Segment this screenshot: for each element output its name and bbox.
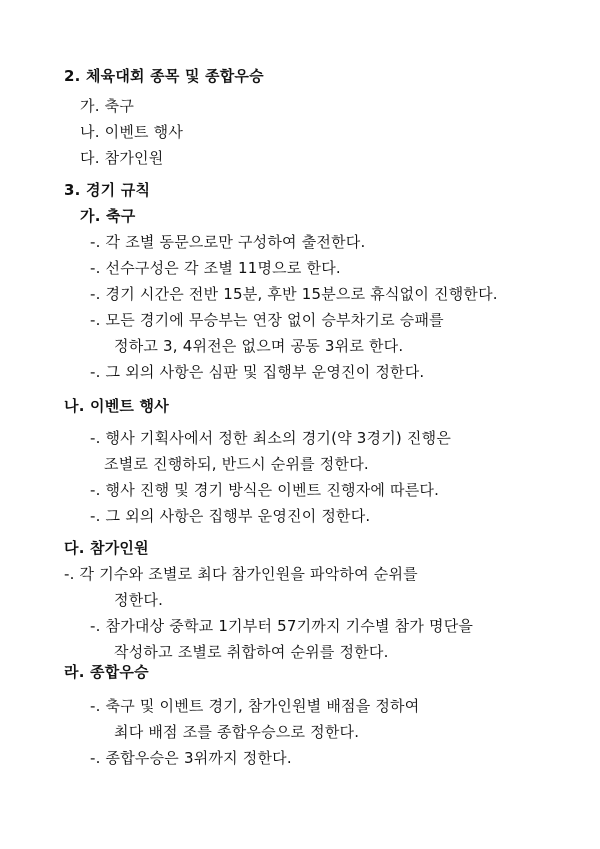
event-item-event: 나. 이벤트 행사 — [80, 123, 184, 141]
section-2-title: 2. 체육대회 종목 및 종합우승 — [64, 67, 264, 85]
football-heading: 가. 축구 — [80, 207, 136, 225]
event-rule: -. 행사 기획사에서 정한 최소의 경기(약 3경기) 진행은 — [90, 429, 452, 447]
football-rule: -. 경기 시간은 전반 15분, 후반 15분으로 휴식없이 진행한다. — [90, 285, 498, 303]
overall-heading: 라. 종합우승 — [64, 663, 149, 681]
participants-rule: -. 각 기수와 조별로 최다 참가인원을 파악하여 순위를 — [64, 565, 418, 583]
event-item-football: 가. 축구 — [80, 97, 135, 115]
section-3-title: 3. 경기 규칙 — [64, 181, 151, 199]
event-rule: -. 행사 진행 및 경기 방식은 이벤트 진행자에 따른다. — [90, 481, 440, 499]
overall-rule: -. 종합우승은 3위까지 정한다. — [90, 749, 292, 767]
event-heading: 나. 이벤트 행사 — [64, 397, 169, 415]
overall-rule-continued: 최다 배점 조를 종합우승으로 정한다. — [114, 723, 360, 741]
event-rule: -. 그 외의 사항은 집행부 운영진이 정한다. — [90, 507, 371, 525]
football-rule: -. 모든 경기에 무승부는 연장 없이 승부차기로 승패를 — [90, 311, 444, 329]
football-rule: -. 그 외의 사항은 심판 및 집행부 운영진이 정한다. — [90, 363, 425, 381]
participants-rule-continued: 정한다. — [114, 591, 164, 609]
participants-rule-continued: 작성하고 조별로 취합하여 순위를 정한다. — [114, 643, 389, 661]
overall-rule: -. 축구 및 이벤트 경기, 참가인원별 배점을 정하여 — [90, 697, 420, 715]
event-item-participants: 다. 참가인원 — [80, 149, 164, 167]
participants-rule: -. 참가대상 중학교 1기부터 57기까지 기수별 참가 명단을 — [90, 617, 474, 635]
participants-heading: 다. 참가인원 — [64, 539, 149, 557]
football-rule: -. 선수구성은 각 조별 11명으로 한다. — [90, 259, 341, 277]
event-rule-continued: 조별로 진행하되, 반드시 순위를 정한다. — [104, 455, 369, 473]
football-rule: -. 각 조별 동문으로만 구성하여 출전한다. — [90, 233, 366, 251]
football-rule-continued: 정하고 3, 4위전은 없으며 공동 3위로 한다. — [114, 337, 404, 355]
